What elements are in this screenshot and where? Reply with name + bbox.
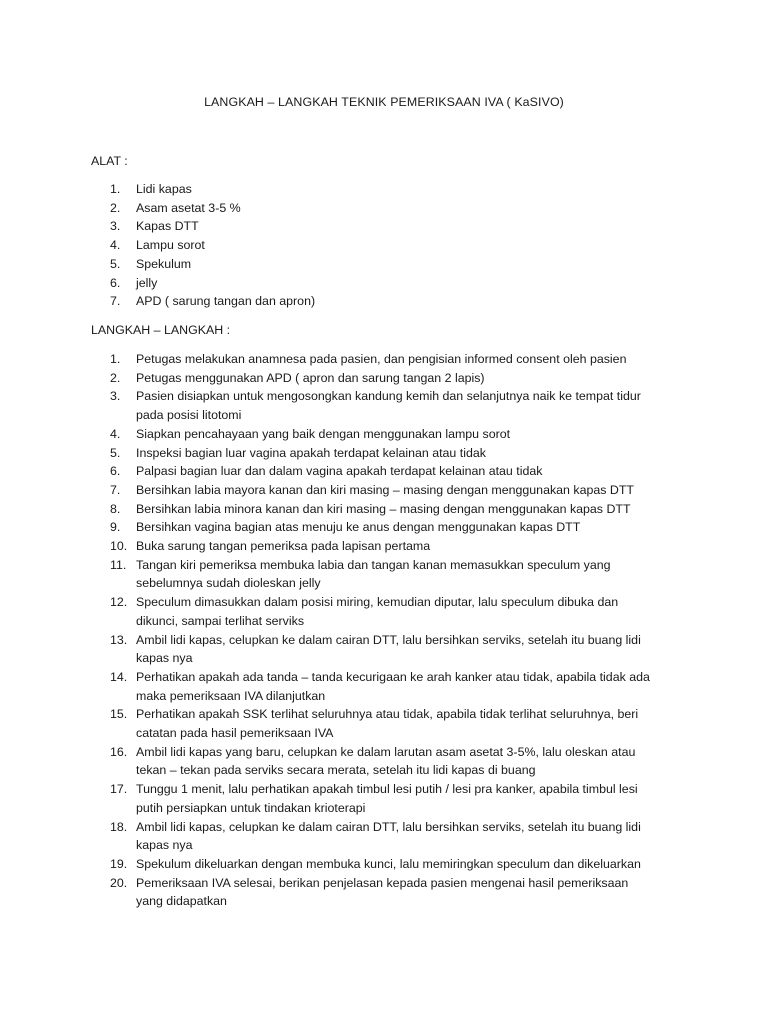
alat-item-number: 6.: [110, 275, 121, 290]
step-number: 16.: [110, 744, 128, 759]
step-item: [0, 462, 656, 481]
step-number: 10.: [110, 539, 128, 554]
step-number: 11.: [110, 557, 127, 572]
alat-item-number: 2.: [110, 200, 121, 215]
alat-item: [0, 255, 656, 274]
step-item: [0, 444, 656, 463]
step-number: 6.: [110, 464, 121, 479]
step-item: [0, 556, 656, 593]
step-text: Inspeksi bagian luar vagina apakah terdapat kelainan atau tidak: [136, 445, 486, 460]
step-number: 1.: [110, 352, 121, 366]
step-text: Tunggu 1 menit, lalu perhatikan apakah timbul lesi putih / lesi pra kanker, apabila timbul lesi putih persiapkan untuk tindakan krioterapi: [136, 782, 638, 815]
alat-item-number: 4.: [110, 238, 121, 253]
step-number: 8.: [110, 501, 121, 516]
step-text: Siapkan pencahayaan yang baik dengan menggunakan lampu sorot: [136, 426, 511, 441]
alat-item: [0, 217, 656, 236]
alat-item-number: 1.: [110, 182, 121, 196]
alat-item: [0, 292, 656, 311]
step-number: 9.: [110, 520, 121, 535]
langkah-list: [0, 350, 656, 911]
step-item: [0, 369, 656, 388]
step-number: 15.: [110, 707, 128, 722]
step-text: Tangan kiri pemeriksa membuka labia dan tangan kanan memasukkan speculum yang sebelumnya sudah dioleskan jelly: [136, 557, 611, 591]
alat-item-text: Kapas DTT: [136, 219, 199, 234]
step-item: [0, 500, 656, 519]
step-text: Pasien disiapkan untuk mengosongkan kandung kemih dan selanjutnya naik ke tempat tidur pada posisi litotomi: [136, 389, 641, 423]
step-item: [0, 481, 656, 500]
step-number: 12.: [110, 595, 128, 610]
alat-item: [0, 180, 656, 199]
step-number: 4.: [110, 426, 121, 441]
step-number: 2.: [110, 370, 121, 385]
step-item: [0, 780, 656, 817]
alat-item-text: Lidi kapas: [136, 182, 192, 196]
alat-item-text: APD ( sarung tangan dan apron): [136, 294, 316, 309]
step-text: Speculum dimasukkan dalam posisi miring, kemudian diputar, lalu speculum dibuka dan dikunci, sampai terlihat serviks: [136, 595, 619, 628]
step-number: 13.: [110, 632, 128, 647]
alat-list: [0, 180, 656, 311]
step-item: [0, 668, 656, 705]
step-number: 19.: [110, 856, 128, 871]
step-item: [0, 425, 656, 444]
step-text: Pemeriksaan IVA selesai, berikan penjelasan kepada pasien mengenai hasil pemeriksaan yang didapatkan: [136, 875, 629, 909]
langkah-heading: LANGKAH – LANGKAH :: [91, 323, 231, 337]
step-number: 17.: [110, 782, 128, 797]
step-item: [0, 518, 656, 537]
alat-item-text: jelly: [136, 275, 158, 290]
step-number: 20.: [110, 875, 128, 890]
alat-item: [0, 199, 656, 218]
alat-heading: ALAT :: [91, 154, 128, 168]
step-item: [0, 350, 656, 369]
alat-item-number: 3.: [110, 219, 121, 234]
step-number: 14.: [110, 669, 128, 684]
step-text: Perhatikan apakah SSK terlihat seluruhnya atau tidak, apabila tidak terlihat seluruhnya, beri catatan pada hasil pemeriksaan IVA: [136, 707, 639, 741]
alat-item-text: Spekulum: [136, 256, 192, 271]
step-item: [0, 874, 656, 911]
step-item: [0, 537, 656, 556]
step-text: Palpasi bagian luar dan dalam vagina apakah terdapat kelainan atau tidak: [136, 464, 543, 479]
step-item: [0, 387, 656, 424]
step-text: Buka sarung tangan pemeriksa pada lapisan pertama: [136, 539, 431, 554]
alat-item-number: 5.: [110, 256, 121, 271]
step-item: [0, 855, 656, 874]
step-item: [0, 705, 656, 742]
step-text: Bersihkan labia minora kanan dan kiri masing – masing dengan menggunakan kapas DTT: [136, 501, 631, 516]
step-item: [0, 631, 656, 668]
document-title: LANGKAH – LANGKAH TEKNIK PEMERIKSAAN IVA ( KaSIVO): [204, 95, 564, 109]
step-text: Ambil lidi kapas yang baru, celupkan ke dalam larutan asam asetat 3-5%, lalu oleskan atau tekan – tekan pada serviks secara merata, setelah itu lidi kapas di buang: [136, 744, 636, 778]
step-number: 3.: [110, 389, 121, 404]
step-number: 7.: [110, 482, 121, 497]
step-text: Petugas menggunakan APD ( apron dan sarung tangan 2 lapis): [136, 370, 485, 385]
step-text: Petugas melakukan anamnesa pada pasien, dan pengisian informed consent oleh pasien: [136, 352, 627, 366]
alat-item-number: 7.: [110, 294, 121, 309]
alat-item-text: Lampu sorot: [136, 238, 205, 253]
step-number: 5.: [110, 445, 121, 460]
alat-item: [0, 236, 656, 255]
step-text: Spekulum dikeluarkan dengan membuka kunci, lalu memiringkan speculum dan dikeluarkan: [136, 856, 641, 871]
step-text: Ambil lidi kapas, celupkan ke dalam cairan DTT, lalu bersihkan serviks, setelah itu buang lidi kapas nya: [136, 632, 641, 666]
alat-item: [0, 274, 656, 293]
alat-item-text: Asam asetat 3-5 %: [136, 200, 241, 215]
step-text: Bersihkan vagina bagian atas menuju ke anus dengan menggunakan kapas DTT: [136, 520, 581, 535]
step-item: [0, 743, 656, 780]
step-text: Ambil lidi kapas, celupkan ke dalam cairan DTT, lalu bersihkan serviks, setelah itu buang lidi kapas nya: [136, 819, 641, 853]
step-text: Bersihkan labia mayora kanan dan kiri masing – masing dengan menggunakan kapas DTT: [136, 482, 634, 497]
step-text: Perhatikan apakah ada tanda – tanda kecurigaan ke arah kanker atau tidak, apabila tidak ada maka pemeriksaan IVA dilanjutkan: [136, 669, 650, 703]
step-item: [0, 593, 656, 630]
step-item: [0, 818, 656, 855]
step-number: 18.: [110, 819, 128, 834]
